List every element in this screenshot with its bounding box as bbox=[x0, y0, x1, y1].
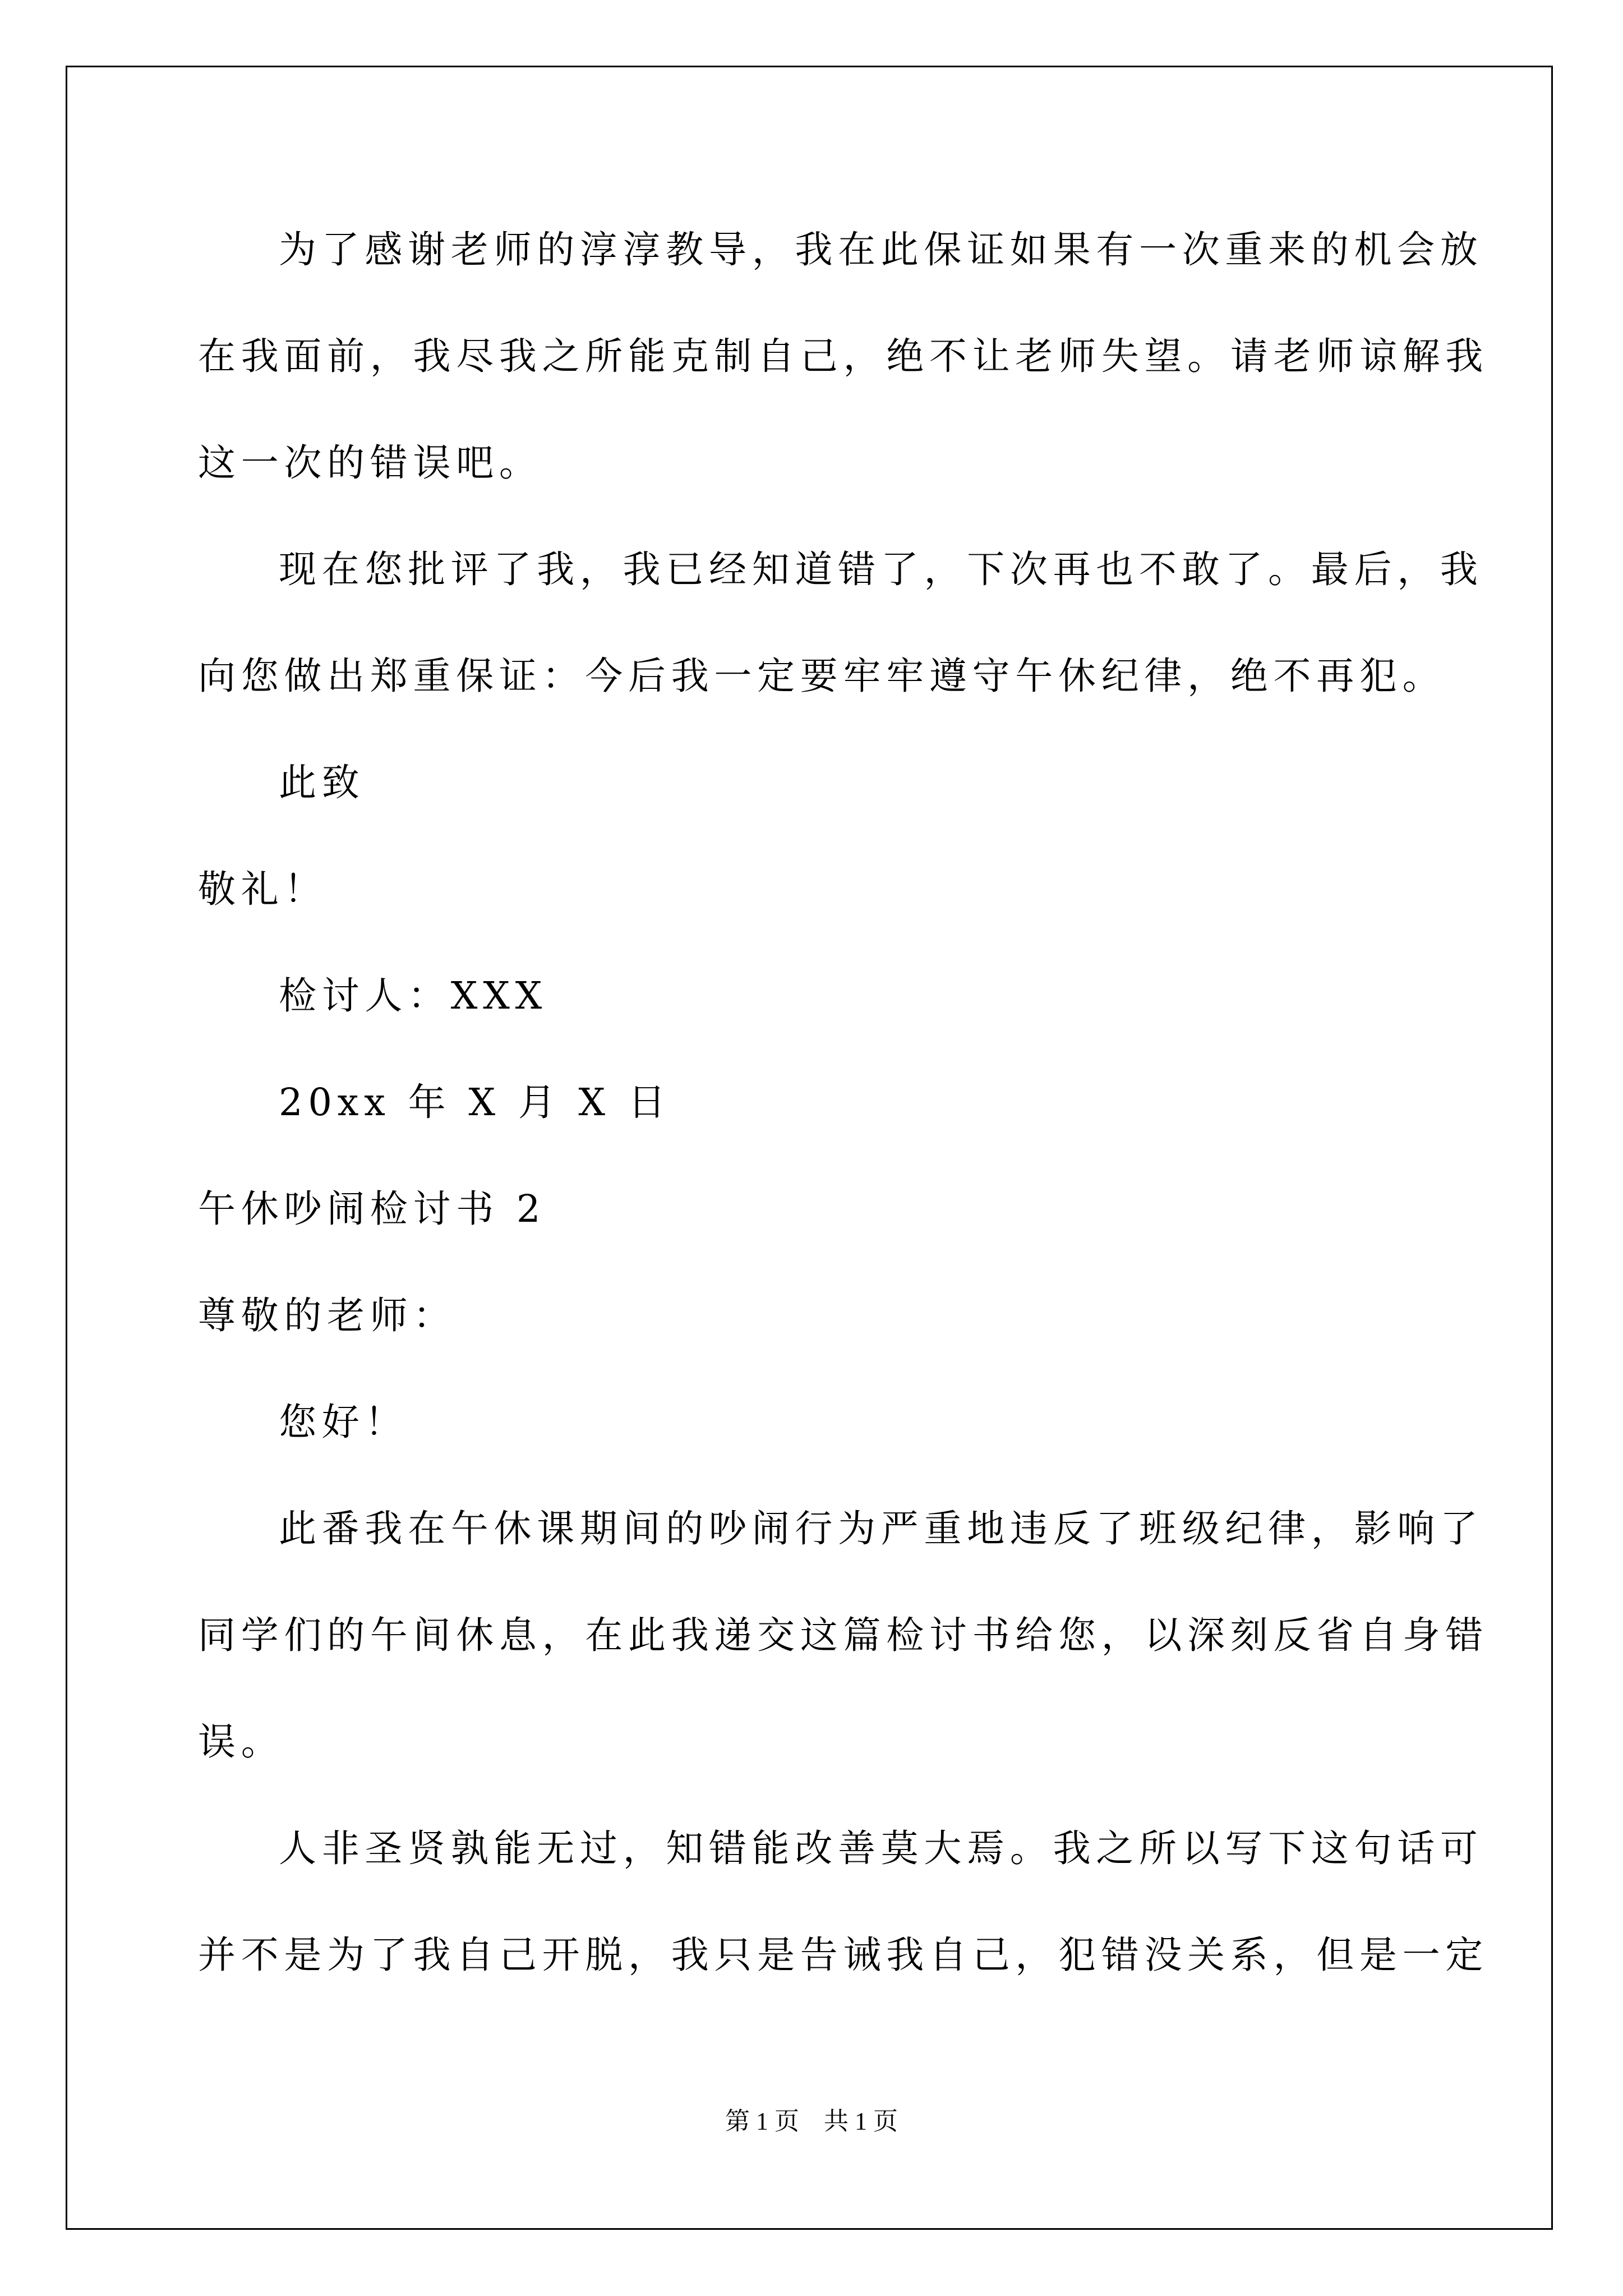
page-number-footer: 第 1 页 共 1 页 bbox=[725, 2108, 898, 2135]
paragraph-line: 在我面前，我尽我之所能克制自己，绝不让老师失望。请老师谅解我 bbox=[198, 334, 1488, 378]
paragraph-line: 并不是为了我自己开脱，我只是告诫我自己，犯错没关系，但是一定 bbox=[198, 1933, 1488, 1977]
paragraph-line: 向您做出郑重保证：今后我一定要牢牢遵守午休纪律，绝不再犯。 bbox=[198, 654, 1446, 698]
signature-line: 检讨人：XXX bbox=[279, 974, 547, 1018]
page-border bbox=[66, 66, 1553, 2230]
paragraph-line: 现在您批评了我，我已经知道错了，下次再也不敢了。最后，我 bbox=[279, 547, 1483, 591]
paragraph-line: 为了感谢老师的淳淳教导，我在此保证如果有一次重来的机会放 bbox=[279, 228, 1483, 272]
paragraph-line: 这一次的错误吧。 bbox=[198, 441, 542, 485]
paragraph-line: 此番我在午休课期间的吵闹行为严重地违反了班级纪律，影响了 bbox=[279, 1507, 1483, 1550]
closing-salutation: 此致 bbox=[279, 761, 365, 804]
section-title: 午休吵闹检讨书 2 bbox=[198, 1187, 546, 1231]
paragraph-line: 同学们的午间休息，在此我递交这篇检讨书给您，以深刻反省自身错 bbox=[198, 1613, 1488, 1657]
greeting-hello: 您好！ bbox=[279, 1400, 408, 1444]
date-line: 20xx 年 X 月 X 日 bbox=[279, 1080, 671, 1124]
paragraph-line: 误。 bbox=[198, 1720, 284, 1764]
paragraph-line: 人非圣贤孰能无过，知错能改善莫大焉。我之所以写下这句话可 bbox=[279, 1826, 1483, 1870]
greeting: 尊敬的老师： bbox=[198, 1294, 457, 1337]
closing-regards: 敬礼！ bbox=[198, 867, 328, 911]
